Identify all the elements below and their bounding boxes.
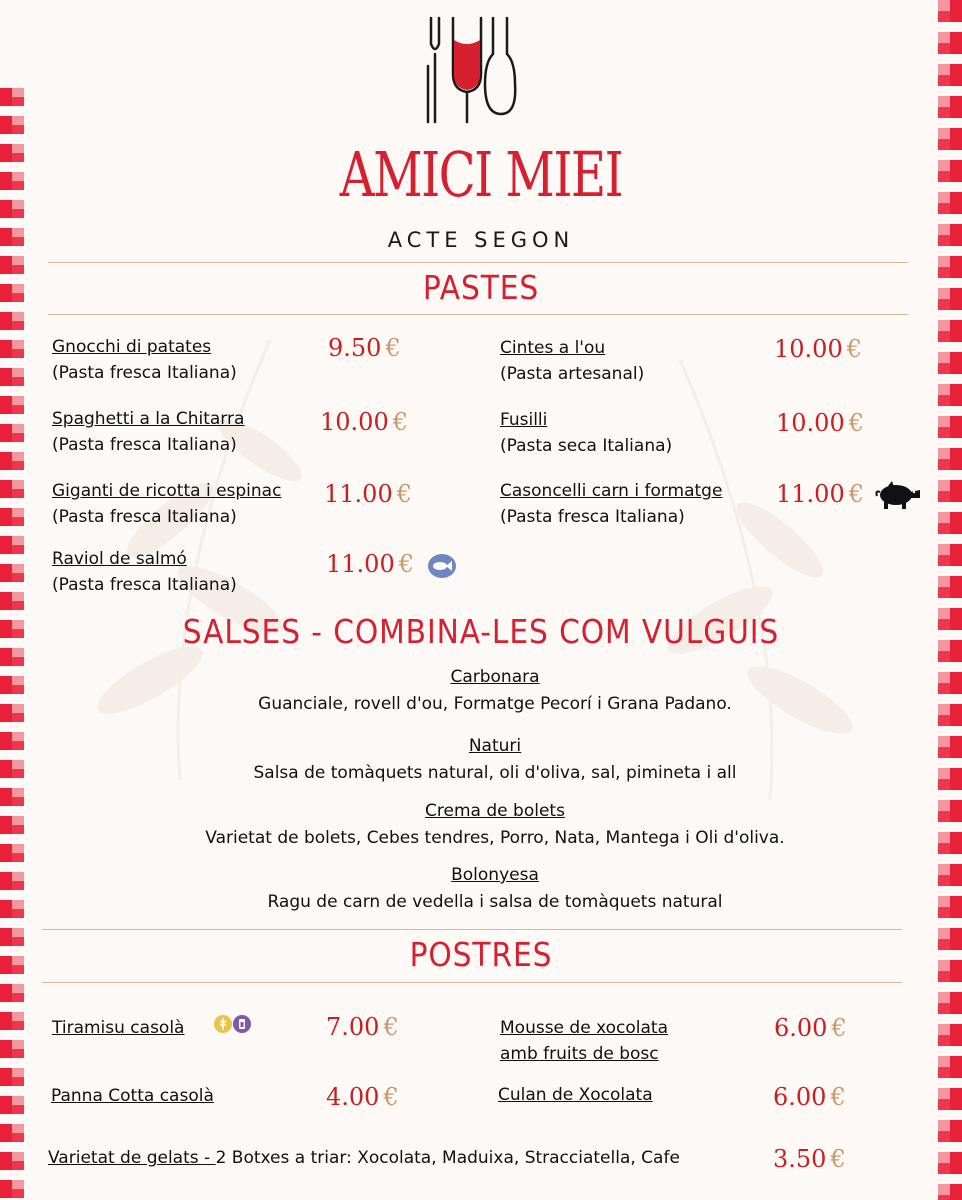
item-desc: (Pasta fresca Italiana) (52, 435, 237, 455)
menu-item-culan (498, 1082, 653, 1108)
divider (48, 314, 908, 315)
sauce-desc: Ragu de carn de vedella i salsa de tomàquets natural (267, 892, 723, 912)
item-name: Culan de Xocolata (498, 1085, 653, 1105)
sauce-crema-de-bolets (0, 798, 962, 852)
gluten-icon (213, 1014, 233, 1034)
section-title-postres: POSTRES (409, 935, 553, 974)
menu-item-panna-cotta (51, 1083, 214, 1109)
menu-item-gelats (48, 1145, 680, 1171)
item-name: Cintes a l'ou (500, 338, 606, 358)
left-checker-border (0, 88, 24, 1200)
divider (48, 262, 908, 263)
brand-name: AMICI MIEI (339, 138, 623, 211)
menu-item-giganti (52, 478, 281, 530)
item-name: Giganti de ricotta i espinac (52, 481, 282, 501)
item-price: 9.50 € (328, 334, 401, 362)
menu-item-casoncelli (500, 478, 722, 530)
item-desc: (Pasta fresca Italiana) (52, 575, 237, 595)
item-price: 4.00 € (326, 1083, 399, 1111)
menu-item-cintes (500, 335, 644, 387)
item-name: Panna Cotta casolà (51, 1086, 214, 1106)
item-name: Fusilli (500, 410, 548, 430)
item-price: 11.00 € (776, 480, 864, 508)
menu-item-spaghetti (52, 406, 244, 458)
menu-item-gnocchi (52, 334, 237, 386)
item-name: Casoncelli carn i formatge (500, 481, 723, 501)
dairy-icon (232, 1014, 252, 1034)
item-price: 11.00 € (324, 480, 412, 508)
item-price: 10.00 € (774, 335, 862, 363)
item-price: 11.00 € (326, 550, 414, 578)
menu-item-mousse (500, 1015, 668, 1067)
fish-icon (427, 553, 457, 579)
sauce-naturi (0, 733, 962, 787)
item-desc: 2 Botxes a triar: Xocolata, Maduixa, Stracciatella, Cafe (215, 1148, 680, 1168)
fork-glass-spoon-logo-icon (423, 14, 517, 126)
brand-subtitle: ACTE SEGON (387, 228, 575, 252)
menu-item-raviol (52, 546, 237, 598)
item-desc: (Pasta seca Italiana) (500, 436, 673, 456)
item-desc: (Pasta artesanal) (500, 364, 645, 384)
divider (42, 982, 902, 983)
item-price: 10.00 € (776, 409, 864, 437)
sauce-desc: Guanciale, rovell d'ou, Formatge Pecorí i Grana Padano. (258, 694, 732, 714)
divider (42, 929, 902, 930)
item-name-line2: amb fruits de bosc (500, 1044, 659, 1064)
item-price: 6.00 € (773, 1083, 846, 1111)
right-checker-border (938, 0, 962, 1200)
section-title-pastes: PASTES (422, 268, 540, 307)
item-price: 7.00 € (326, 1013, 399, 1041)
menu-item-fusilli (500, 407, 672, 459)
sauce-name: Crema de bolets (425, 801, 565, 821)
sauce-name: Carbonara (450, 667, 540, 687)
sauce-desc: Salsa de tomàquets natural, oli d'oliva, sal, pimineta i all (253, 763, 737, 783)
sauce-name: Bolonyesa (451, 865, 539, 885)
item-name: Mousse de xocolata (500, 1018, 668, 1038)
item-name: Spaghetti a la Chitarra (52, 409, 245, 429)
sauce-bolonyesa (0, 862, 962, 916)
sauce-desc: Varietat de bolets, Cebes tendres, Porro, Nata, Mantega i Oli d'oliva. (205, 828, 785, 848)
item-price: 6.00 € (774, 1014, 847, 1042)
sauce-carbonara (0, 664, 962, 718)
menu-item-tiramisu (52, 1015, 184, 1041)
item-name: Raviol de salmó (52, 549, 187, 569)
item-price: 3.50 € (773, 1145, 846, 1173)
item-name: Gnocchi di patates (52, 337, 212, 357)
sauce-name: Naturi (468, 736, 522, 756)
section-title-salses: SALSES - COMBINA-LES COM VULGUIS (182, 612, 780, 651)
item-name: Tiramisu casolà (52, 1018, 185, 1038)
item-desc: (Pasta fresca Italiana) (500, 507, 685, 527)
item-price: 10.00 € (320, 408, 408, 436)
pig-icon (874, 480, 922, 510)
item-desc: (Pasta fresca Italiana) (52, 507, 237, 527)
item-desc: (Pasta fresca Italiana) (52, 363, 237, 383)
item-name: Varietat de gelats - (48, 1148, 216, 1168)
